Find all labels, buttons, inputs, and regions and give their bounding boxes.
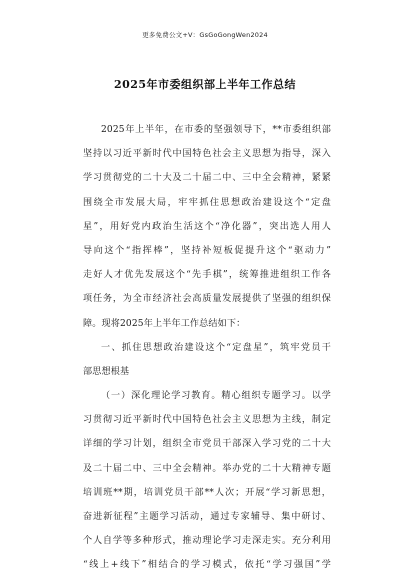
paragraph-line: “线上+线下”相结合的学习模式，依托“学习强国”学: [83, 560, 331, 571]
document-title: 2025年市委组织部上半年工作总结: [113, 78, 297, 91]
paragraph-line: 学习贯彻党的二十大及二十届二中、三中全会精神，紧紧: [83, 173, 331, 184]
paragraph-line: 走好人才优先发展这个“先手棋”，统筹推进组织工作各: [83, 270, 331, 281]
paragraph-line: 奋进新征程”主题学习活动，通过专家辅导、集中研讨、: [83, 512, 331, 522]
paragraph-line: 坚持以习近平新时代中国特色社会主义思想为指导，深入: [83, 149, 331, 160]
paragraph-line: 项任务，为全市经济社会高质量发展提供了坚强的组织保: [83, 294, 331, 305]
paragraph-line: 2025年上半年，在市委的坚强领导下，**市委组织部: [101, 125, 331, 135]
paragraph-line: 导向这个“指挥棒”，坚持补短板促提升这个“驱动力”: [83, 245, 331, 256]
paragraph-line: 习贯彻习近平新时代中国特色社会主义思想为主线，制定: [83, 415, 331, 426]
document-body: [83, 118, 331, 578]
paragraph-line: 星”，用好党内政治生活这个“净化器”，突出选人用人: [83, 221, 331, 232]
section-heading-line: 一、抓住思想政治建设这个“定盘星”，筑牢党员干: [101, 342, 331, 353]
header-note: 更多免费公文+V：GsGoGongWen2024: [142, 31, 268, 39]
paragraph-line: 培训班**期，培训党员干部**人次；开展“学习新思想，: [83, 487, 331, 498]
paragraph-line: 围绕全市发展大局，牢牢抓住思想政治建设这个“定盘: [83, 197, 331, 208]
paragraph-line: 详细的学习计划，组织全市党员干部深入学习党的二十大: [83, 439, 331, 450]
paragraph-line: 及二十届二中、三中全会精神。举办党的二十大精神专题: [83, 463, 331, 474]
paragraph-line: （一）深化理论学习教育。精心组织专题学习。以学: [101, 391, 331, 402]
section-heading-line: 部思想根基: [83, 366, 130, 377]
paragraph-line: 个人自学等多种形式，推动理论学习走深走实。充分利用: [83, 536, 331, 547]
paragraph-line: 障。现将2025年上半年工作总结如下：: [83, 318, 246, 329]
